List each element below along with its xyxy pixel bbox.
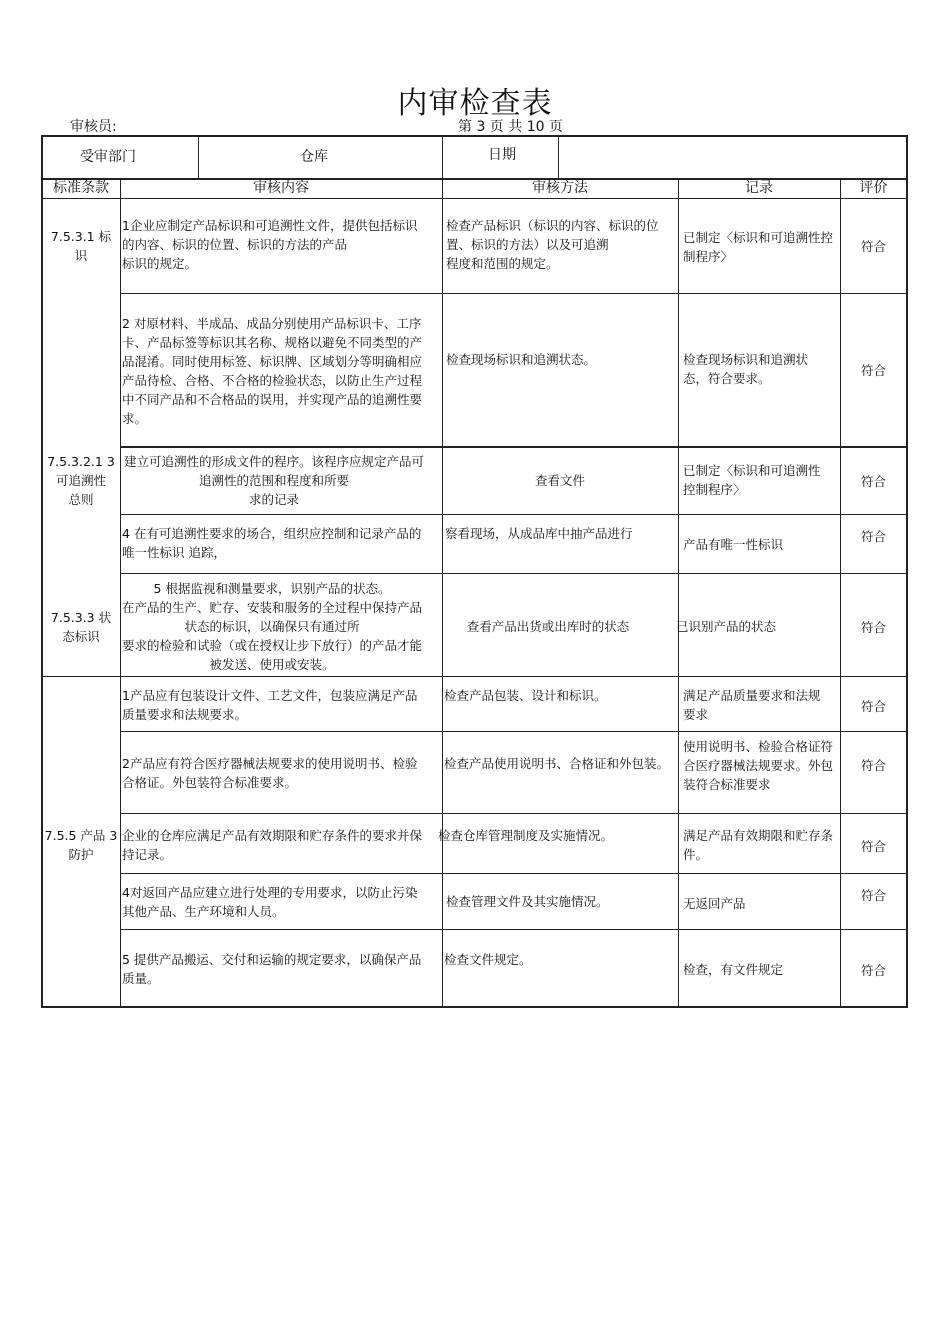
- row-method: 检查产品包装、设计和标识。: [444, 688, 607, 703]
- row-result: 符合: [860, 474, 886, 489]
- row-result: 符合: [860, 699, 886, 714]
- row-result: 符合: [860, 758, 886, 773]
- row-record: 满足产品质量要求和法规要求: [683, 688, 821, 722]
- page-info: 第 3 页 共 10 页: [458, 119, 563, 135]
- row-content: 5 根据监视和测量要求，识别产品的状态。 在产品的生产、贮存、安装和服务的全过程中保持产品状态的标识，以确保只有通过所 要求的检验和试验（或在授权让步下放行）的产品才能被发送、使用或安装。: [122, 581, 423, 672]
- row-record: 满足产品有效期限和贮存条件。: [683, 828, 834, 862]
- divider: [42, 676, 907, 677]
- divider: [840, 179, 841, 1007]
- row-result: 符合: [860, 839, 886, 854]
- row-method: 查看文件: [534, 473, 585, 488]
- row-content: 4 在有可追溯性要求的场合，组织应控制和记录产品的唯一性标识 追踪，: [122, 526, 422, 560]
- row-content: 1企业应制定产品标识和可追溯性文件，提供包括标识的内容、标识的位置、标识的方法的产品 标识的规定。: [122, 218, 418, 271]
- row-content: 建立可追溯性的形成文件的程序。该程序应规定产品可追溯性的范围和程度和所要 求的记录: [124, 454, 425, 507]
- row-record: 无返回产品: [683, 896, 746, 911]
- clause-7-5-5: 7.5.5 产品 3 防护: [44, 828, 118, 862]
- row-result: 符合: [860, 620, 886, 635]
- clause-7-5-3-1: 7.5.3.1 标 识: [50, 229, 112, 263]
- divider: [120, 293, 907, 294]
- row-record: 已识别产品的状态: [676, 619, 777, 634]
- row-record: 检查现场标识和追溯状态，符合要求。: [683, 352, 809, 386]
- row-result: 符合: [860, 529, 886, 544]
- row-content: 2 对原材料、半成品、成品分别使用产品标识卡、工序卡、产品标签等标识其名称、规格以避免不同类型的产品混淆。同时使用标签、标识牌、区域划分等明确相应产品待检、合格、不合格的检验状态，以防止生产过程中不同产品和不合格品的误用，并实现产品的追溯性要求。: [122, 316, 423, 426]
- auditor-label: 审核员:: [70, 119, 117, 135]
- divider: [120, 446, 907, 448]
- dept-value: 仓库: [300, 149, 328, 165]
- dept-label: 受审部门: [80, 149, 136, 165]
- date-label: 日期: [488, 147, 516, 163]
- header-info-box: [41, 135, 908, 180]
- col-header-method: 审核方法: [532, 180, 588, 196]
- col-header-result: 评价: [859, 180, 888, 196]
- col-header-clause: 标准条款: [53, 180, 109, 196]
- row-content: 企业的仓库应满足产品有效期限和贮存条件的要求并保持记录。: [122, 828, 423, 862]
- divider: [120, 573, 907, 574]
- row-method: 检查现场标识和追溯状态。: [446, 352, 597, 367]
- divider: [198, 136, 199, 179]
- divider: [442, 136, 443, 179]
- row-record: 已制定〈标识和可追溯性控制程序〉: [683, 230, 834, 264]
- row-result: 符合: [860, 963, 886, 978]
- page-title: 内审检查表: [397, 86, 553, 121]
- clause-7-5-3-2-1: 7.5.3.2.1 3 可追溯性 总则: [47, 454, 115, 507]
- divider: [120, 514, 907, 515]
- divider: [120, 929, 907, 930]
- divider: [120, 873, 907, 874]
- row-record: 使用说明书、检验合格证符合医疗器械法规要求。外包装符合标准要求: [683, 739, 834, 792]
- row-method: 检查仓库管理制度及实施情况。: [438, 828, 614, 843]
- divider: [42, 198, 907, 199]
- divider: [558, 136, 559, 179]
- divider: [678, 179, 679, 1007]
- row-result: 符合: [860, 888, 886, 903]
- row-content: 2产品应有符合医疗器械法规要求的使用说明书、检验合格证。外包装符合标准要求。: [122, 756, 418, 790]
- row-method: 检查产品使用说明书、合格证和外包装。: [444, 756, 670, 771]
- row-content: 1产品应有包装设计文件、工艺文件，包装应满足产品质量要求和法规要求。: [122, 688, 418, 722]
- divider: [120, 731, 907, 732]
- row-result: 符合: [860, 363, 886, 378]
- row-record: 产品有唯一性标识: [683, 537, 784, 552]
- row-method: 检查文件规定。: [444, 952, 532, 967]
- divider: [442, 179, 443, 1007]
- col-header-content: 审核内容: [253, 180, 309, 196]
- row-content: 4对返回产品应建立进行处理的专用要求，以防止污染其他产品、生产环境和人员。: [122, 885, 418, 919]
- row-method: 查看产品出货或出库时的状态: [466, 619, 630, 634]
- row-content: 5 提供产品搬运、交付和运输的规定要求，以确保产品质量。: [122, 952, 422, 986]
- clause-7-5-3-3: 7.5.3.3 状 态标识: [50, 610, 112, 644]
- divider: [120, 813, 907, 814]
- row-method: 检查管理文件及其实施情况。: [446, 894, 609, 909]
- row-method: 察看现场，从成品库中抽产品进行: [445, 526, 633, 541]
- row-result: 符合: [860, 239, 886, 254]
- row-record: 检查，有文件规定: [683, 962, 784, 977]
- divider: [120, 179, 121, 1007]
- row-record: 已制定〈标识和可追溯性控制程序〉: [683, 463, 821, 497]
- col-header-record: 记录: [745, 180, 773, 196]
- row-method: 检查产品标识（标识的内容、标识的位置、标识的方法）以及可追溯 程度和范围的规定。: [446, 218, 659, 271]
